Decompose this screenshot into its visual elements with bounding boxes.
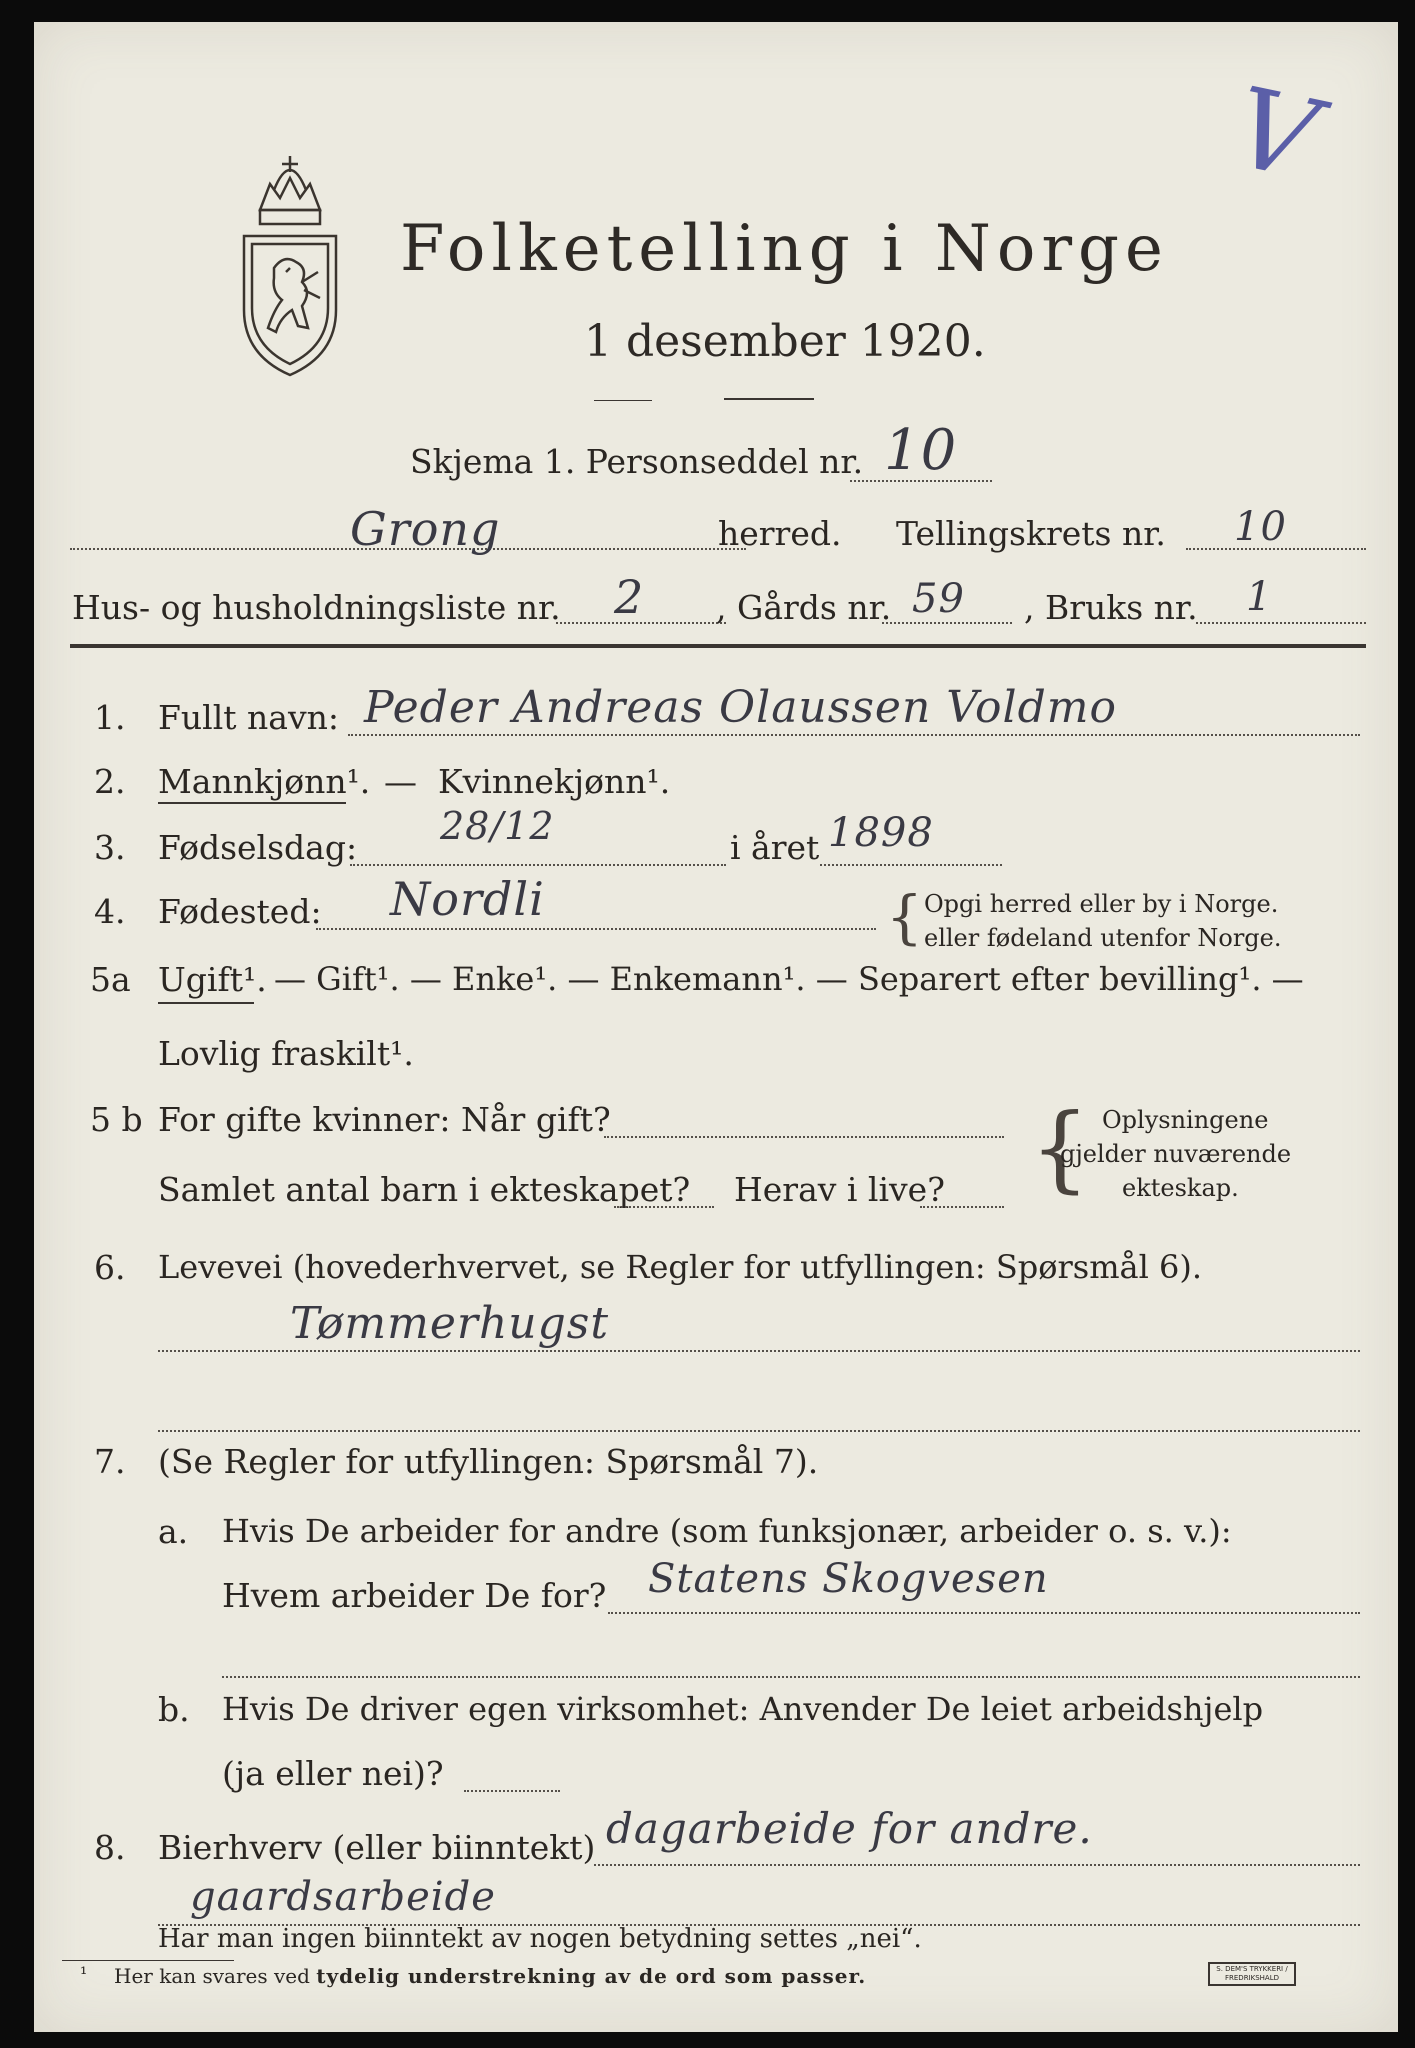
q3-label: Fødselsdag: <box>158 828 358 867</box>
q6-number: 6. <box>94 1248 126 1287</box>
q3-date-value: 28/12 <box>440 804 555 848</box>
q7a-line-2 <box>222 1676 1360 1678</box>
footnote-rule <box>62 1960 234 1961</box>
q4-note-2: eller fødeland utenfor Norge. <box>924 924 1282 952</box>
nei-note: Har man ingen biinntekt av nogen betydning settes „nei“. <box>158 1924 922 1954</box>
q6-value: Tømmerhugst <box>290 1298 610 1349</box>
q5b-alive-line <box>920 1206 1004 1208</box>
q4-number: 4. <box>94 892 126 931</box>
q5a-ugift: Ugift¹. <box>158 960 267 999</box>
q8-label: Bierhverv (eller biinntekt) <box>158 1828 596 1867</box>
q5b-note-2: gjelder nuværende <box>1060 1140 1292 1168</box>
q1-number: 1. <box>94 698 126 737</box>
footnote-prefix: Her kan svares ved <box>114 1964 310 1988</box>
q7b-letter: b. <box>158 1690 190 1729</box>
schema-label: Skjema 1. Personseddel nr. <box>410 442 864 481</box>
q5b-note-1: Oplysningene <box>1102 1106 1269 1134</box>
tellingskrets-label: Tellingskrets nr. <box>896 514 1166 553</box>
q3-number: 3. <box>94 828 126 867</box>
husliste-label: Hus- og husholdningsliste nr. <box>72 588 561 627</box>
q5b-married-line <box>604 1136 1004 1138</box>
q1-line <box>348 734 1360 736</box>
q2-male-underline <box>158 802 346 804</box>
bruks-label: , Bruks nr. <box>1024 588 1198 627</box>
q5b-note-3: ekteskap. <box>1122 1174 1239 1202</box>
q1-value: Peder Andreas Olaussen Voldmo <box>364 682 1117 733</box>
q2-number: 2. <box>94 762 126 801</box>
q5b-label-married: For gifte kvinner: Når gift? <box>158 1100 611 1139</box>
q3-year-value: 1898 <box>828 810 934 856</box>
q7a-value: Statens Skogvesen <box>648 1556 1049 1602</box>
q5a-line2: Lovlig fraskilt¹. <box>158 1034 414 1073</box>
gards-line <box>882 622 1012 624</box>
bruks-line <box>1196 622 1366 624</box>
q7-number: 7. <box>94 1442 126 1481</box>
q2-male: Mannkjønn¹. <box>158 762 371 801</box>
q5b-children-line <box>614 1206 714 1208</box>
q2-female: Kvinnekjønn¹. <box>438 762 671 801</box>
q1-label: Fullt navn: <box>158 698 339 737</box>
q8-value-1: dagarbeide for andre. <box>606 1804 1093 1853</box>
q7a-who-line <box>608 1612 1360 1614</box>
schema-nr-value: 10 <box>884 418 958 483</box>
q5a-number: 5a <box>90 960 131 999</box>
footnote-text <box>114 1964 866 1988</box>
coat-of-arms-icon <box>230 150 350 380</box>
q3-year-label: i året <box>730 828 820 867</box>
q5b-label-children: Samlet antal barn i ekteskapet? <box>158 1170 691 1209</box>
q5a-ugift-underline <box>158 1002 254 1004</box>
footnote-bold: tydelig understrekning av de ord som passer. <box>316 1964 867 1988</box>
q4-value: Nordli <box>390 872 545 926</box>
husliste-value: 2 <box>614 570 645 624</box>
q4-line <box>316 928 876 930</box>
gards-label: , Gårds nr. <box>716 588 892 627</box>
q6-line-1 <box>158 1350 1360 1352</box>
ornament-rule <box>594 400 652 401</box>
q7b-label-2: (ja eller nei)? <box>222 1754 444 1793</box>
census-form: V Folketelling i Norge 1 desember 1920. Skjema 1. Personseddel nr. 10 Grong herred. Tellingskrets nr. 10 Hus- og husholdningsliste nr. 2 , Gårds nr. 59 , Bruks nr. 1 1. Fullt navn: Peder Andreas Olaussen Voldmo 2. Mannkjønn¹. — Kvinnekjønn¹. 3. Fødselsdag: 28/12 i året 1898 4. Fødested: Nordli { Opgi herred eller by i Norge. eller fødeland utenfor Norge. 5a Ugift¹. — Gift¹. — Enke¹. — Enkemann¹. — Separert efter bevilling¹. — Lovlig fraskilt¹. 5 b For gifte kvinner: Når gift? Samlet antal barn i ekteskapet? Herav i live? { Oplysningene gjelder nuværende ekteskap. 6. Levevei (hovederhvervet, se Regler for utfyllingen: Spørsmål 6). Tømmerhugst 7. (Se Regler for utfyllingen: Spørsmål 7). a. Hvis De arbeider for andre (som funksjonær, arbeider o. s. v.): Hvem arbeider De for? Statens Skogvesen b. Hvis De driver egen virksomhet: Anvender De leiet arbeidshjelp (ja eller nei)? 8. Bierhverv (eller biinntekt) dagarbeide for andre. gaardsarbeide Har man ingen biinntekt av nogen betydning settes „nei“. ¹ Her kan svares ved tydelig understrekning av de ord som passer. S. DEM'S TRYKKERI / FREDRIKSHALD <box>34 22 1398 2032</box>
q7a-label: Hvis De arbeider for andre (som funksjonær, arbeider o. s. v.): <box>222 1512 1232 1550</box>
header-divider <box>70 644 1366 648</box>
q5a-options: — Gift¹. — Enke¹. — Enkemann¹. — Separert efter bevilling¹. — <box>274 960 1304 998</box>
q7a-who-label: Hvem arbeider De for? <box>222 1576 607 1615</box>
gards-value: 59 <box>912 576 965 622</box>
tellingskrets-value: 10 <box>1234 504 1287 550</box>
ornament-rule <box>724 398 814 400</box>
q7b-label: Hvis De driver egen virksomhet: Anvender De leiet arbeidshjelp <box>222 1690 1264 1728</box>
check-mark: V <box>1223 63 1329 205</box>
q4-label: Fødested: <box>158 892 322 931</box>
q8-number: 8. <box>94 1828 126 1867</box>
printer-stamp: S. DEM'S TRYKKERI / FREDRIKSHALD <box>1208 1962 1296 1986</box>
herred-label: herred. <box>718 514 842 553</box>
herred-value: Grong <box>350 502 501 556</box>
q7-label: (Se Regler for utfyllingen: Spørsmål 7). <box>158 1442 819 1481</box>
census-date: 1 desember 1920. <box>584 316 986 367</box>
q7a-letter: a. <box>158 1512 189 1551</box>
footnote-mark: ¹ <box>80 1964 88 1985</box>
q8-line-1 <box>594 1864 1360 1866</box>
q3-year-line <box>820 864 1002 866</box>
bruks-value: 1 <box>1246 574 1273 620</box>
q6-label: Levevei (hovederhvervet, se Regler for utfyllingen: Spørsmål 6). <box>158 1248 1203 1286</box>
q4-note-1: Opgi herred eller by i Norge. <box>924 890 1279 918</box>
q7b-line <box>464 1790 560 1792</box>
q5b-number: 5 b <box>90 1100 143 1139</box>
q3-date-line <box>350 864 726 866</box>
q6-line-2 <box>158 1430 1360 1432</box>
q5b-label-alive: Herav i live? <box>734 1170 945 1209</box>
q8-value-2: gaardsarbeide <box>190 1874 496 1920</box>
q2-separator: — <box>384 762 417 801</box>
form-title: Folketelling i Norge <box>400 212 1169 286</box>
